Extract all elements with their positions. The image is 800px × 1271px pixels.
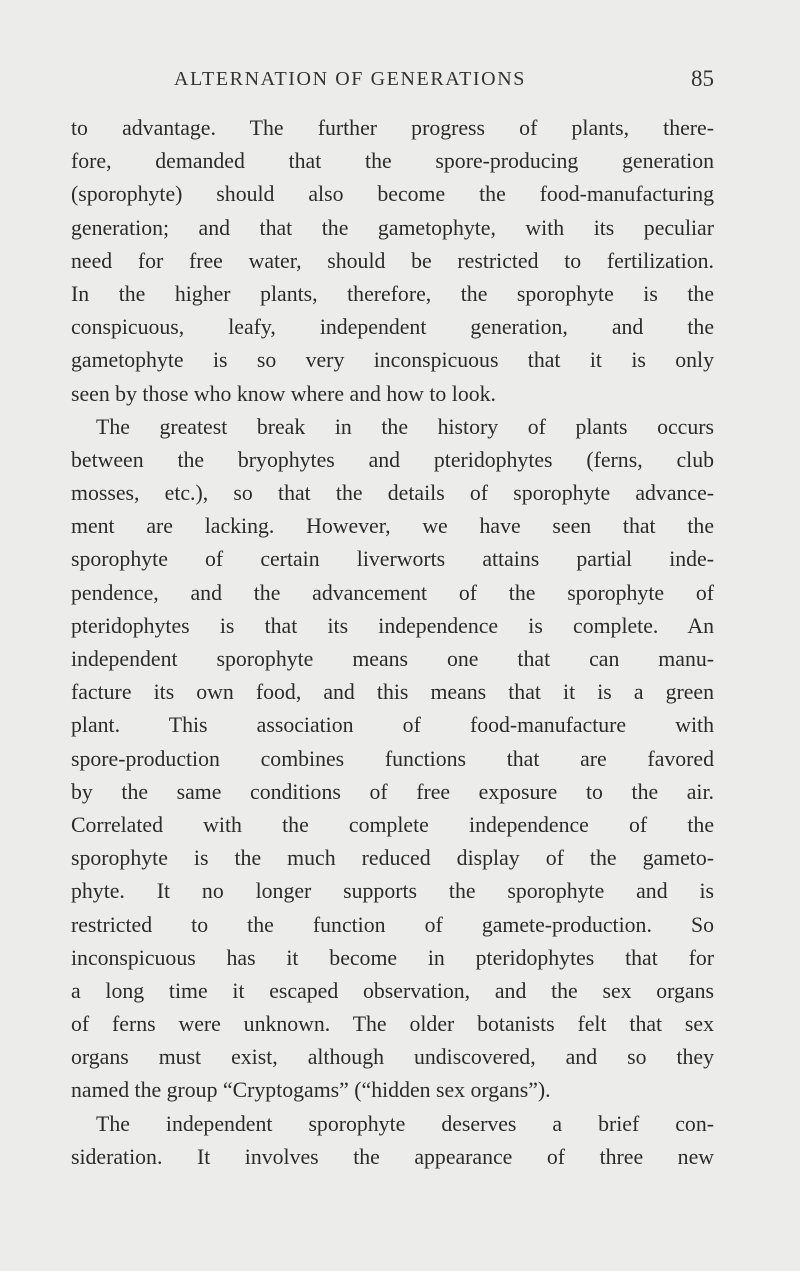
text-line: sideration. It involves the appearance of three new: [71, 1144, 714, 1169]
text-line: need for free water, should be restricted to fertilization.: [71, 248, 714, 273]
text-line: organs must exist, although undiscovered, and so they: [71, 1045, 714, 1070]
text-line: mosses, etc.), so that the details of sporophyte advance-: [71, 481, 714, 506]
text-line: fore, demanded that the spore-producing generation: [71, 149, 714, 174]
text-line: ment are lacking. However, we have seen that the: [71, 514, 714, 539]
text-line: seen by those who know where and how to look.: [71, 381, 496, 406]
body-text: [71, 112, 714, 1174]
text-line: a long time it escaped observation, and the sex organs: [71, 978, 714, 1003]
text-line: inconspicuous has it become in pteridophytes that for: [71, 945, 714, 970]
text-line: The independent sporophyte deserves a brief con-: [96, 1111, 714, 1136]
text-line: sporophyte is the much reduced display of the gameto-: [71, 846, 714, 871]
running-title: ALTERNATION OF GENERATIONS: [174, 68, 526, 90]
text-line: phyte. It no longer supports the sporophyte and is: [71, 879, 714, 904]
text-line: independent sporophyte means one that can manu-: [71, 647, 714, 671]
text-line: restricted to the function of gamete-production. So: [71, 912, 714, 937]
text-line: sporophyte of certain liverworts attains partial inde-: [71, 547, 714, 572]
text-line: by the same conditions of free exposure to the air.: [71, 779, 714, 804]
text-line: of ferns were unknown. The older botanists felt that sex: [71, 1012, 714, 1037]
text-line: plant. This association of food-manufacture with: [71, 713, 714, 738]
text-line: pteridophytes is that its independence is complete. An: [71, 613, 714, 638]
text-line: spore-production combines functions that are favored: [71, 746, 714, 771]
text-line: conspicuous, leafy, independent generation, and the: [71, 315, 714, 340]
text-line: The greatest break in the history of plants occurs: [96, 414, 714, 439]
text-line: Correlated with the complete independence of the: [71, 812, 714, 837]
running-head: [174, 68, 714, 98]
text-line: named the group “Cryptogams” (“hidden sex organs”).: [71, 1078, 551, 1103]
text-line: gametophyte is so very inconspicuous that it is only: [71, 348, 714, 373]
text-line: pendence, and the advancement of the sporophyte of: [71, 580, 714, 605]
page-number: 85: [691, 66, 714, 91]
text-line: In the higher plants, therefore, the sporophyte is the: [71, 281, 714, 306]
text-line: facture its own food, and this means that it is a green: [71, 680, 714, 705]
text-line: between the bryophytes and pteridophytes (ferns, club: [71, 447, 714, 472]
text-line: to advantage. The further progress of plants, there-: [71, 116, 714, 140]
text-line: generation; and that the gametophyte, with its peculiar: [71, 215, 714, 240]
text-line: (sporophyte) should also become the food-manufacturing: [71, 182, 714, 207]
